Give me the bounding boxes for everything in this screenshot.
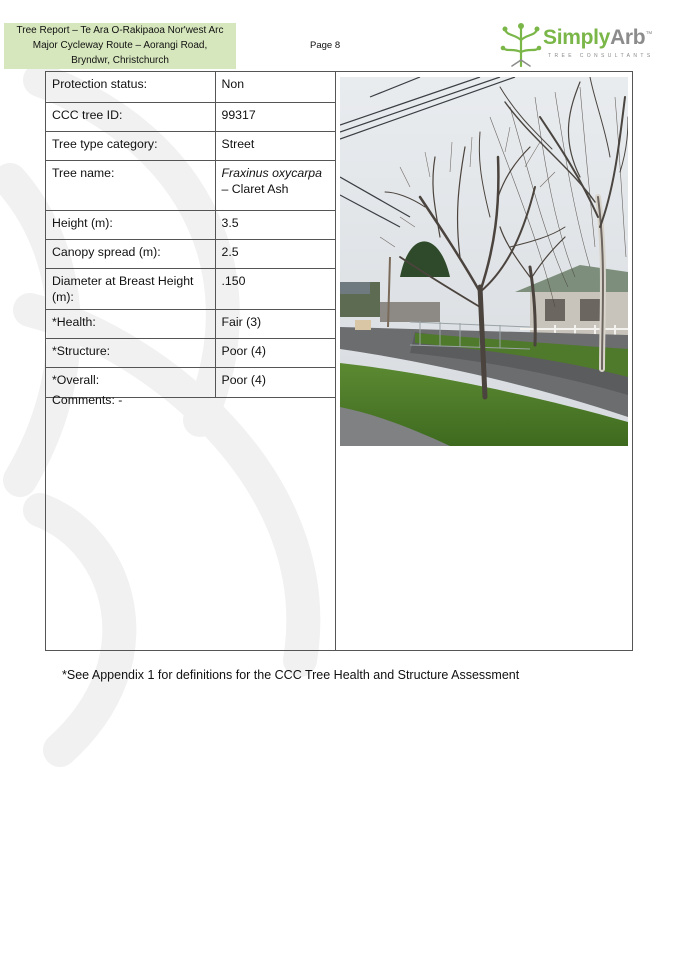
field-label: Diameter at Breast Height (m):	[46, 268, 215, 309]
field-value: Fair (3)	[215, 309, 335, 338]
table-row	[46, 102, 335, 131]
field-label: *Overall:	[46, 367, 215, 397]
simplyarb-logo	[500, 20, 654, 68]
common-name: – Claret Ash	[221, 181, 289, 196]
comments-label: Comments: -	[52, 393, 123, 407]
table-row	[46, 210, 335, 239]
field-label: Canopy spread (m):	[46, 239, 215, 268]
logo-wordmark: SimplyArb™	[543, 26, 653, 49]
tree-logo-icon	[500, 20, 542, 68]
field-value: Street	[215, 131, 335, 160]
field-value: 2.5	[215, 239, 335, 268]
table-row	[46, 131, 335, 160]
table-row	[46, 239, 335, 268]
logo-tagline: TREE CONSULTANTS	[548, 53, 654, 59]
field-label: Tree name:	[46, 160, 215, 210]
tree-photograph	[340, 77, 628, 446]
field-value: Poor (4)	[215, 338, 335, 367]
field-label: *Health:	[46, 309, 215, 338]
field-label: Protection status:	[46, 72, 215, 102]
field-label: *Structure:	[46, 338, 215, 367]
field-value: .150	[215, 268, 335, 309]
column-divider	[335, 72, 336, 650]
field-value: Poor (4)	[215, 367, 335, 397]
report-header-box	[4, 23, 236, 69]
table-row	[46, 268, 335, 309]
table-row	[46, 72, 335, 102]
field-label: CCC tree ID:	[46, 102, 215, 131]
table-row	[46, 338, 335, 367]
table-row	[46, 309, 335, 338]
page-number: Page 8	[310, 40, 341, 51]
field-value: Non	[215, 72, 335, 102]
field-value: 3.5	[215, 210, 335, 239]
botanical-name: Fraxinus oxycarpa	[221, 165, 322, 180]
report-title-line3: Bryndwr, Christchurch	[71, 55, 169, 66]
tree-info-table	[46, 72, 335, 398]
assessment-footnote: *See Appendix 1 for definitions for the CCC Tree Health and Structure Assessment	[62, 668, 520, 682]
table-row	[46, 160, 335, 210]
field-label: Tree type category:	[46, 131, 215, 160]
field-value	[215, 160, 335, 210]
report-title-line1: Tree Report – Te Ara O-Rakipaoa Nor'west Arc	[16, 25, 224, 36]
report-title-line2: Major Cycleway Route – Aorangi Road,	[32, 40, 208, 51]
field-value: 99317	[215, 102, 335, 131]
field-label: Height (m):	[46, 210, 215, 239]
